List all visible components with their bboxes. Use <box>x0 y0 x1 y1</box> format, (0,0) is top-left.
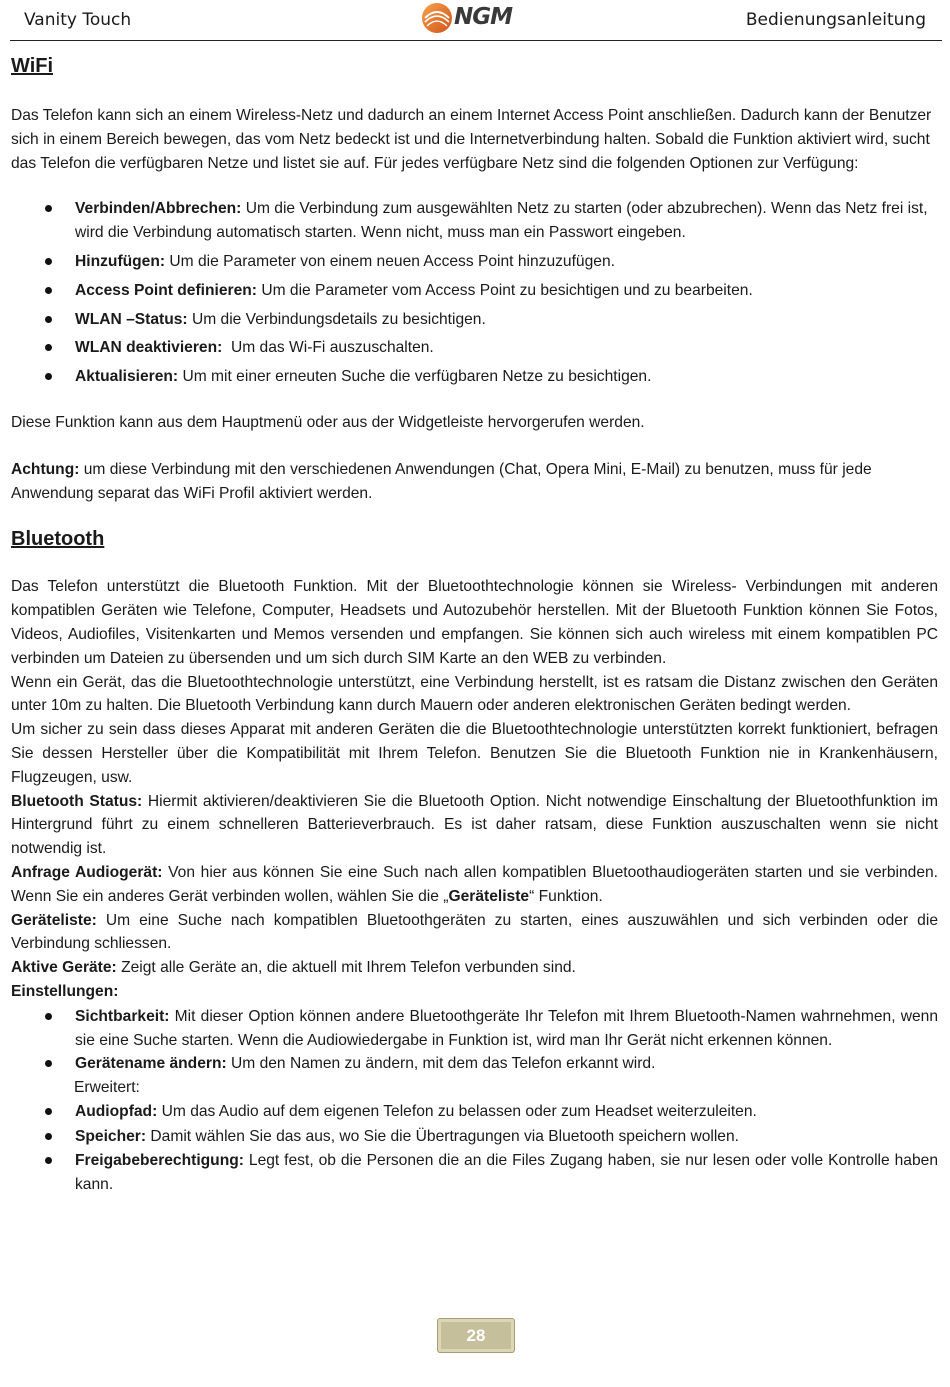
bluetooth-audio-desc: Anfrage Audiogerät: Von hier aus können Sie eine Such nach allen kompatiblen Bluetoothaudiogeräten starten und sie verbinden. Wenn Sie ein anderes Gerät verbinden wollen, wählen Sie die „Geräteliste“ Funktion. <box>11 863 939 905</box>
list-item: WLAN deaktivieren: Um das Wi-Fi auszuschalten. <box>11 336 938 360</box>
bluetooth-body <box>11 575 938 1197</box>
ngm-logo <box>418 0 538 36</box>
header-doc-type: Bedienungsanleitung <box>745 10 926 30</box>
wifi-intro: Das Telefon kann sich an einem Wireless-Netz und dadurch an einem Internet Access Point anschließen. Dadurch kann der Benutzer sich in einem Bereich bewegen, das vom Netz bedeckt ist und die Internetverbindung halten. Sobald die Funktion aktiviert wird, sucht das Telefon die verfügbaren Netze und listet sie auf. Für jedes verfügbare Netz sind die folgenden Optionen zur Verfügung: <box>11 107 932 172</box>
advanced-label: Erweitert: <box>74 1079 140 1097</box>
list-item: Verbinden/Abbrechen: Um die Verbindung zum ausgewählten Netz zu starten (oder abzubrechen). Wenn das Netz frei ist, wird die Verbindung automatisch starten. Wenn nicht, muss man ein Passwort eingeben. <box>11 197 938 245</box>
wifi-warning: Achtung: um diese Verbindung mit den verschiedenen Anwendungen (Chat, Opera Mini, E-Mail) zu benutzen, muss für jede Anwendung separat das WiFi Profil aktiviert werden. <box>11 460 872 502</box>
bluetooth-active-desc: Aktive Geräte: Zeigt alle Geräte an, die aktuell mit Ihrem Telefon verbunden sind. <box>11 959 576 977</box>
bullet-icon <box>45 1108 52 1115</box>
bullet-icon <box>45 258 52 265</box>
bullet-icon <box>45 1060 52 1067</box>
bluetooth-heading: Bluetooth <box>11 528 105 551</box>
bluetooth-status-desc: Bluetooth Status: Hiermit aktivieren/deaktivieren Sie die Bluetooth Option. Nicht notwendige Einschaltung der Bluetoothfunktion im Hintergrund führt zu einem schnelleren Batterieverbrauch. Es ist daher ratsam, diese Funktion auszuschalten wenn sie nicht notwendig ist. <box>11 792 939 858</box>
bluetooth-settings-list <box>11 1005 938 1076</box>
wifi-options-list <box>11 197 938 389</box>
list-item: Hinzufügen: Um die Parameter von einem neuen Access Point hinzuzufügen. <box>11 250 938 274</box>
page-number: 28 <box>437 1318 515 1353</box>
bullet-icon <box>45 344 52 351</box>
list-item: Audiopfad: Um das Audio auf dem eigenen Telefon zu belassen oder zum Headset weiterzuleiten. <box>11 1100 938 1124</box>
bullet-icon <box>45 1157 52 1164</box>
bluetooth-advanced-list <box>11 1100 938 1197</box>
ngm-logo-icon <box>420 1 454 35</box>
list-item: Gerätename ändern: Um den Namen zu ändern, mit dem das Telefon erkannt wird. <box>11 1052 938 1076</box>
list-item: Access Point definieren: Um die Parameter vom Access Point zu besichtigen und zu bearbeiten. <box>11 279 938 303</box>
bullet-icon <box>45 205 52 212</box>
wifi-heading: WiFi <box>11 55 54 77</box>
list-item: Sichtbarkeit: Mit dieser Option können andere Bluetoothgeräte Ihr Telefon mit Ihrem Bluetooth-Namen wahrnehmen, wenn sie eine Suche starten. Wenn die Audiowiedergabe in Funktion ist, wird man Ihr Gerät nicht erkennen können. <box>11 1005 938 1053</box>
wifi-note: Diese Funktion kann aus dem Hauptmenü oder aus der Widgetleiste hervorgerufen werden. <box>11 413 645 431</box>
bluetooth-settings-heading: Einstellungen: <box>11 982 119 1000</box>
bluetooth-paragraph-1: Das Telefon unterstützt die Bluetooth Funktion. Mit der Bluetoothtechnologie können sie Wireless- Verbindungen mit anderen kompatiblen Geräten wie Telefone, Computer, Headsets und Autozubehör herstellen. Mit der Bluetooth Funktion können Sie Fotos, Videos, Audiofiles, Visitenkarten und Memos versenden und empfangen. Sie können sich auch wireless mit einem kompatiblen PC verbinden um Dateien zu übersenden und um sich durch SIM Karte an den WEB zu verbinden. <box>11 578 938 667</box>
bullet-icon <box>45 1133 52 1140</box>
list-item: Speicher: Damit wählen Sie das aus, wo Sie die Übertragungen via Bluetooth speichern wollen. <box>11 1125 938 1149</box>
list-item: Freigabeberechtigung: Legt fest, ob die Personen die an die Files Zugang haben, sie nur lesen oder volle Kontrolle haben kann. <box>11 1149 938 1197</box>
header-product-name: Vanity Touch <box>24 10 132 30</box>
page-content <box>11 52 938 1197</box>
logo-text: NGM <box>454 4 513 30</box>
bullet-icon <box>45 287 52 294</box>
bluetooth-devlist-desc: Geräteliste: Um eine Suche nach kompatiblen Bluetoothgeräten zu starten, eines auszuwählen und sich verbinden oder die Verbindung schliessen. <box>11 911 938 953</box>
list-item: WLAN –Status: Um die Verbindungsdetails zu besichtigen. <box>11 308 938 332</box>
page-header <box>10 0 942 41</box>
bullet-icon <box>45 373 52 380</box>
bluetooth-paragraph-3: Um sicher zu sein dass dieses Apparat mit anderen Geräten die die Bluetoothtechnologie unterstützten korrekt funktioniert, befragen Sie dessen Hersteller über die Kompatibilität mit Ihrem Telefon. Benutzen Sie die Bluetooth Funktion nie in Krankenhäusern, Flugzeugen, usw. <box>11 721 938 786</box>
list-item: Aktualisieren: Um mit einer erneuten Suche die verfügbaren Netze zu besichtigen. <box>11 365 938 389</box>
bullet-icon <box>45 1013 52 1020</box>
bullet-icon <box>45 316 52 323</box>
bluetooth-paragraph-2: Wenn ein Gerät, das die Bluetoothtechnologie unterstützt, eine Verbindung herstellt, ist es ratsam die Distanz zwischen den Geräten unter 10m zu halten. Die Bluetooth Verbindung kann durch Mauern oder anderen elektronischen Geräten bedingt werden. <box>11 673 938 715</box>
